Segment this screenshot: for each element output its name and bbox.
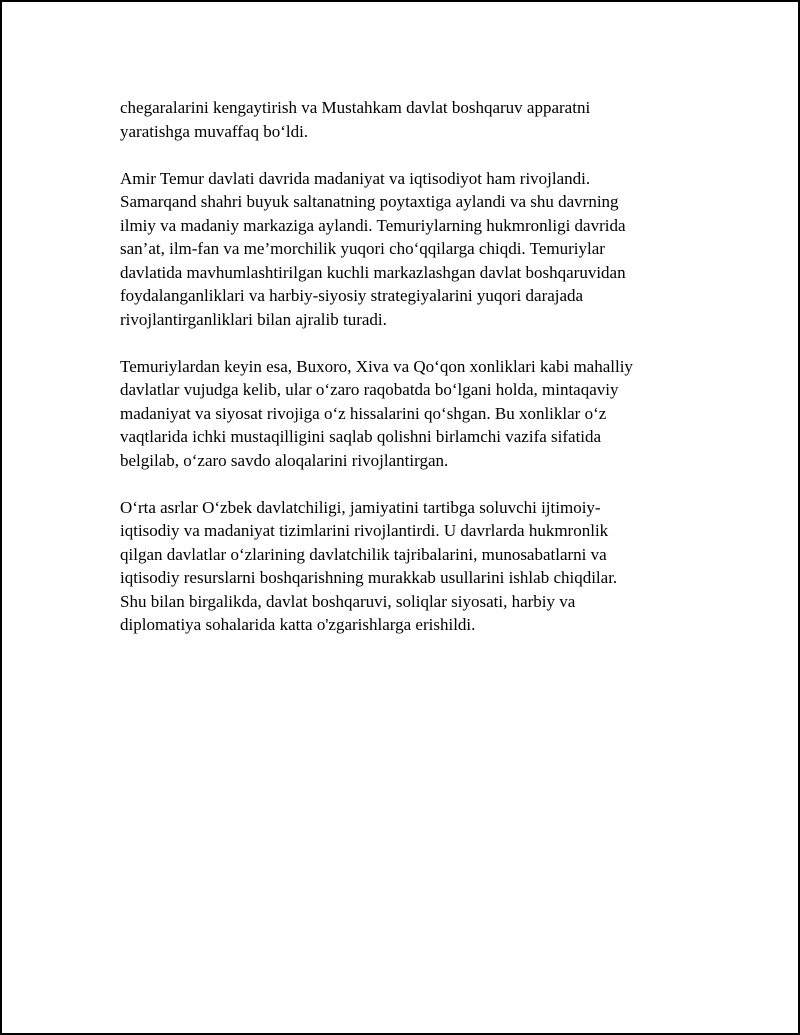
- text-line: vaqtlarida ichki mustaqilligini saqlab qolishni birlamchi vazifa sifatida: [120, 427, 602, 446]
- text-line: Temuriylardan keyin esa, Buxoro, Xiva va Qo‘qon xonliklari kabi mahalliy: [120, 356, 633, 376]
- text-line: O‘rta asrlar O‘zbek davlatchiligi, jamiyatini tartibga soluvchi ijtimoiy-: [120, 497, 601, 517]
- text-line: diplomatiya sohalarida katta o'zgarishlarga erishildi.: [120, 615, 476, 634]
- paragraph-3: [120, 355, 690, 473]
- paragraph-1: [120, 96, 690, 143]
- text-line: chegaralarini kengaytirish va Mustahkam davlat boshqaruv apparatni: [120, 98, 591, 117]
- text-line: Amir Temur davlati davrida madaniyat va iqtisodiyot ham rivojlandi.: [120, 168, 591, 188]
- text-line: ilmiy va madaniy markaziga aylandi. Temuriylarning hukmronligi davrida: [120, 215, 626, 235]
- paragraph-4: [120, 496, 690, 637]
- text-line: davlatlar vujudga kelib, ular o‘zaro raqobatda bo‘lgani holda, mintaqaviy: [120, 380, 619, 399]
- text-line: iqtisodiy resurslarni boshqarishning murakkab usullarini ishlab chiqdilar.: [120, 568, 618, 587]
- text-line: madaniyat va siyosat rivojiga o‘z hissalarini qo‘shgan. Bu xonliklar o‘z: [120, 403, 607, 423]
- text-line: yaratishga muvaffaq bo‘ldi.: [120, 121, 309, 141]
- text-line: Shu bilan birgalikda, davlat boshqaruvi, soliqlar siyosati, harbiy va: [120, 591, 576, 611]
- text-line: qilgan davlatlar o‘zlarining davlatchilik tajribalarini, munosabatlarni va: [120, 544, 607, 564]
- text-line: Samarqand shahri buyuk saltanatning poytaxtiga aylandi va shu davrning: [120, 192, 619, 211]
- text-line: rivojlantirganliklari bilan ajralib turadi.: [120, 309, 387, 329]
- text-line: iqtisodiy va madaniyat tizimlarini rivojlantirdi. U davrlarda hukmronlik: [120, 521, 609, 540]
- text-line: davlatida mavhumlashtirilgan kuchli markazlashgan davlat boshqaruvidan: [120, 262, 626, 282]
- text-line: belgilab, o‘zaro savdo aloqalarini rivojlantirgan.: [120, 450, 449, 470]
- page-content: [120, 96, 690, 660]
- text-line: san’at, ilm-fan va me’morchilik yuqori cho‘qqilarga chiqdi. Temuriylar: [120, 239, 605, 258]
- text-line: foydalanganliklari va harbiy-siyosiy strategiyalarini yuqori darajada: [120, 286, 584, 305]
- paragraph-2: [120, 167, 690, 332]
